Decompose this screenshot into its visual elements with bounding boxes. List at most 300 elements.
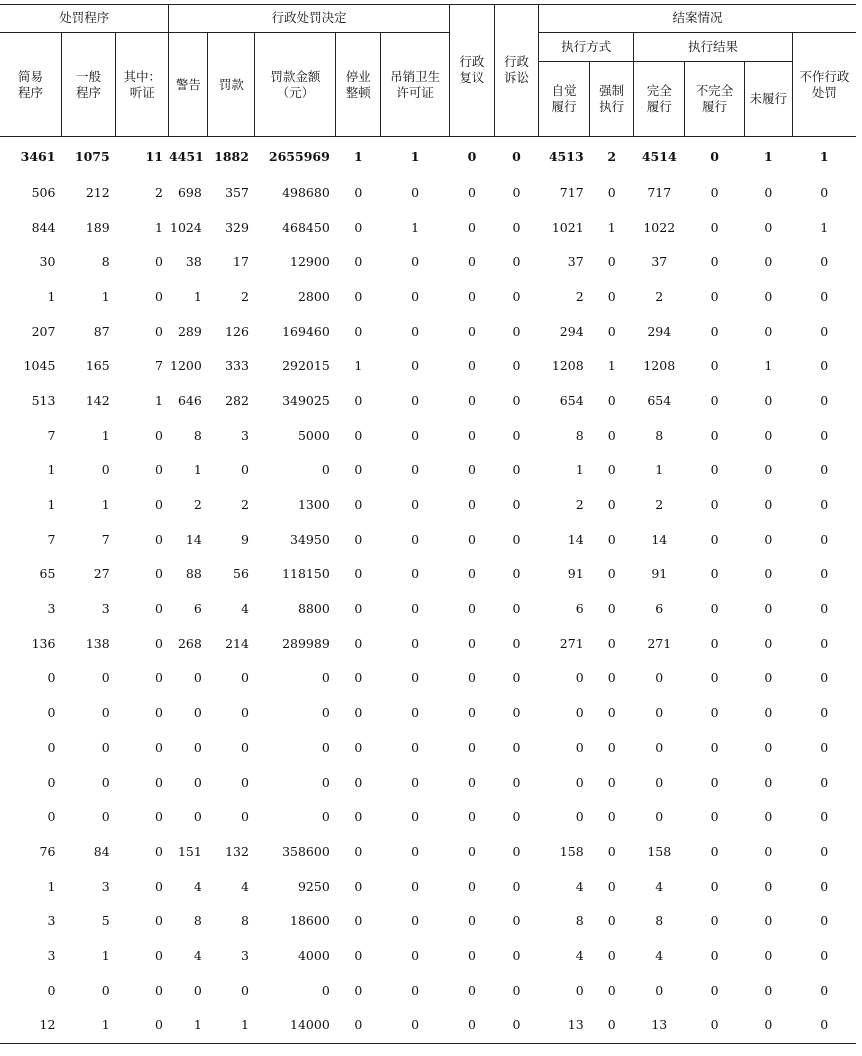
cell-fine-amount: 118150 xyxy=(282,566,330,582)
cell-incomplete: 0 xyxy=(710,219,719,235)
cell-voluntary: 37 xyxy=(567,254,584,270)
cell-not-done: 0 xyxy=(764,497,773,513)
cell-general: 189 xyxy=(85,219,110,235)
cell-voluntary: 158 xyxy=(559,843,584,859)
table-row xyxy=(0,175,856,210)
cell-hearing: 0 xyxy=(154,288,163,304)
cell-suspension: 0 xyxy=(354,288,363,304)
table-row xyxy=(0,626,856,661)
cell-litigation: 0 xyxy=(512,635,521,651)
header-procedure-group: 处罚程序 xyxy=(0,4,169,33)
table-row xyxy=(0,973,856,1008)
cell-forced: 0 xyxy=(607,497,616,513)
header-incomplete-label: 不完全履行 xyxy=(695,83,734,114)
cell-complete: 0 xyxy=(655,705,664,721)
cell-fine-amount: 18600 xyxy=(290,913,330,929)
cell-incomplete: 0 xyxy=(710,427,719,443)
cell-complete: 271 xyxy=(647,635,672,651)
cell-no-penalty: 0 xyxy=(820,254,829,270)
cell-simple: 3 xyxy=(47,913,56,929)
header-general-label: 一般程序 xyxy=(76,68,102,100)
cell-litigation: 0 xyxy=(512,462,521,478)
cell-hearing: 0 xyxy=(154,323,163,339)
table-row-total xyxy=(0,137,856,176)
cell-general: 87 xyxy=(93,323,110,339)
cell-no-penalty: 0 xyxy=(820,427,829,443)
cell-general: 8 xyxy=(101,254,110,270)
cell-simple: 3461 xyxy=(20,148,56,164)
header-revoke xyxy=(381,33,450,137)
cell-suspension: 0 xyxy=(354,392,363,408)
header-voluntary-label: 自觉履行 xyxy=(551,83,577,114)
cell-warning: 8 xyxy=(193,913,202,929)
cell-suspension: 0 xyxy=(354,531,363,547)
cell-fine-amount: 358600 xyxy=(282,843,330,859)
cell-suspension: 1 xyxy=(353,148,363,164)
cell-warning: 88 xyxy=(185,566,202,582)
cell-fine-amount: 0 xyxy=(321,739,330,755)
cell-simple: 12 xyxy=(39,1017,56,1033)
cell-no-penalty: 0 xyxy=(820,774,829,790)
cell-forced: 0 xyxy=(607,254,616,270)
cell-warning: 1 xyxy=(193,1017,202,1033)
cell-forced: 0 xyxy=(607,462,616,478)
cell-complete: 0 xyxy=(655,670,664,686)
cell-hearing: 0 xyxy=(154,878,163,894)
cell-hearing: 11 xyxy=(145,148,163,164)
table-header xyxy=(0,4,856,137)
cell-general: 0 xyxy=(101,774,110,790)
cell-review: 0 xyxy=(467,843,476,859)
cell-not-done: 0 xyxy=(764,982,773,998)
cell-no-penalty: 0 xyxy=(820,878,829,894)
cell-simple: 7 xyxy=(47,531,56,547)
cell-simple: 513 xyxy=(31,392,56,408)
cell-fine: 0 xyxy=(240,982,249,998)
cell-general: 165 xyxy=(85,358,110,374)
cell-incomplete: 0 xyxy=(710,462,719,478)
cell-revoke: 0 xyxy=(411,739,420,755)
cell-not-done: 0 xyxy=(764,809,773,825)
cell-complete: 717 xyxy=(647,184,672,200)
cell-voluntary: 294 xyxy=(559,323,584,339)
cell-fine: 0 xyxy=(240,705,249,721)
cell-litigation: 0 xyxy=(512,878,521,894)
cell-no-penalty: 0 xyxy=(820,913,829,929)
cell-revoke: 0 xyxy=(411,843,420,859)
cell-not-done: 0 xyxy=(764,635,773,651)
cell-hearing: 0 xyxy=(154,670,163,686)
cell-hearing: 1 xyxy=(154,392,163,408)
cell-general: 1 xyxy=(101,497,110,513)
cell-not-done: 0 xyxy=(764,531,773,547)
cell-fine: 333 xyxy=(225,358,249,374)
cell-general: 7 xyxy=(101,531,110,547)
cell-simple: 3 xyxy=(47,947,56,963)
cell-incomplete: 0 xyxy=(710,878,719,894)
cell-simple: 0 xyxy=(47,809,56,825)
cell-suspension: 0 xyxy=(354,913,363,929)
cell-forced: 0 xyxy=(607,670,616,686)
table-row xyxy=(0,522,856,557)
bottom-rule xyxy=(0,1043,856,1044)
cell-revoke: 0 xyxy=(411,531,420,547)
cell-voluntary: 1 xyxy=(575,462,584,478)
cell-simple: 65 xyxy=(39,566,56,582)
cell-forced: 0 xyxy=(607,878,616,894)
cell-hearing: 0 xyxy=(154,497,163,513)
cell-incomplete: 0 xyxy=(710,739,719,755)
table-row xyxy=(0,869,856,904)
cell-revoke: 0 xyxy=(411,635,420,651)
cell-voluntary: 14 xyxy=(567,531,584,547)
cell-litigation: 0 xyxy=(512,670,521,686)
cell-simple: 506 xyxy=(31,184,56,200)
cell-litigation: 0 xyxy=(512,358,521,374)
cell-no-penalty: 0 xyxy=(820,809,829,825)
cell-litigation: 0 xyxy=(512,774,521,790)
cell-forced: 1 xyxy=(607,358,616,374)
cell-review: 0 xyxy=(467,913,476,929)
cell-general: 0 xyxy=(101,462,110,478)
cell-forced: 0 xyxy=(607,1017,616,1033)
cell-litigation: 0 xyxy=(512,497,521,513)
cell-warning: 151 xyxy=(177,843,202,859)
cell-revoke: 0 xyxy=(411,1017,420,1033)
cell-litigation: 0 xyxy=(512,288,521,304)
cell-revoke: 0 xyxy=(411,323,420,339)
cell-litigation: 0 xyxy=(512,982,521,998)
cell-litigation: 0 xyxy=(512,219,521,235)
cell-fine-amount: 468450 xyxy=(282,219,330,235)
cell-complete: 4 xyxy=(655,878,664,894)
cell-warning: 1024 xyxy=(170,219,202,235)
header-suspension xyxy=(336,33,381,137)
cell-hearing: 0 xyxy=(154,254,163,270)
header-review-label: 行政复议 xyxy=(459,54,485,85)
cell-warning: 0 xyxy=(193,670,202,686)
cell-fine-amount: 12900 xyxy=(290,254,330,270)
cell-not-done: 0 xyxy=(764,427,773,443)
cell-simple: 30 xyxy=(39,254,56,270)
cell-complete: 2 xyxy=(655,497,664,513)
cell-general: 1075 xyxy=(74,148,110,164)
cell-not-done: 0 xyxy=(764,913,773,929)
cell-hearing: 0 xyxy=(154,462,163,478)
cell-not-done: 0 xyxy=(764,670,773,686)
cell-warning: 1 xyxy=(193,288,202,304)
cell-revoke: 0 xyxy=(411,670,420,686)
cell-fine-amount: 4000 xyxy=(297,947,330,963)
cell-incomplete: 0 xyxy=(710,843,719,859)
cell-litigation: 0 xyxy=(512,809,521,825)
cell-forced: 0 xyxy=(607,601,616,617)
cell-simple: 0 xyxy=(47,774,56,790)
cell-no-penalty: 0 xyxy=(820,323,829,339)
cell-complete: 158 xyxy=(647,843,672,859)
cell-litigation: 0 xyxy=(512,913,521,929)
cell-fine: 0 xyxy=(240,462,249,478)
cell-revoke: 0 xyxy=(411,392,420,408)
cell-simple: 0 xyxy=(47,670,56,686)
table-row xyxy=(0,487,856,522)
cell-fine: 4 xyxy=(240,601,249,617)
cell-voluntary: 654 xyxy=(559,392,584,408)
cell-warning: 1200 xyxy=(170,358,202,374)
cell-forced: 0 xyxy=(607,705,616,721)
cell-suspension: 0 xyxy=(354,878,363,894)
cell-review: 0 xyxy=(467,947,476,963)
cell-fine: 56 xyxy=(233,566,249,582)
cell-suspension: 0 xyxy=(354,982,363,998)
cell-fine-amount: 0 xyxy=(321,705,330,721)
cell-incomplete: 0 xyxy=(710,1017,719,1033)
cell-no-penalty: 0 xyxy=(820,566,829,582)
cell-forced: 0 xyxy=(607,635,616,651)
cell-revoke: 1 xyxy=(410,148,420,164)
cell-hearing: 0 xyxy=(154,843,163,859)
header-revoke-label: 吊销卫生许可证 xyxy=(390,68,441,100)
cell-no-penalty: 0 xyxy=(820,497,829,513)
cell-complete: 0 xyxy=(655,739,664,755)
cell-warning: 6 xyxy=(193,601,202,617)
cell-litigation: 0 xyxy=(512,843,521,859)
cell-hearing: 0 xyxy=(154,566,163,582)
cell-simple: 0 xyxy=(47,982,56,998)
cell-revoke: 0 xyxy=(411,982,420,998)
cell-simple: 1 xyxy=(47,497,56,513)
cell-voluntary: 0 xyxy=(575,982,584,998)
cell-voluntary: 0 xyxy=(575,739,584,755)
cell-revoke: 0 xyxy=(411,705,420,721)
cell-suspension: 0 xyxy=(354,184,363,200)
cell-warning: 14 xyxy=(185,531,202,547)
cell-fine: 0 xyxy=(240,670,249,686)
cell-suspension: 0 xyxy=(354,254,363,270)
cell-voluntary: 8 xyxy=(575,913,584,929)
cell-review: 0 xyxy=(467,531,476,547)
cell-fine-amount: 289989 xyxy=(282,635,330,651)
cell-warning: 698 xyxy=(177,184,202,200)
cell-warning: 0 xyxy=(193,774,202,790)
cell-warning: 38 xyxy=(185,254,202,270)
header-complete-label: 完全履行 xyxy=(646,83,672,114)
cell-voluntary: 4 xyxy=(575,947,584,963)
cell-general: 1 xyxy=(101,427,110,443)
cell-review: 0 xyxy=(467,254,476,270)
cell-simple: 7 xyxy=(47,427,56,443)
cell-fine-amount: 0 xyxy=(321,774,330,790)
cell-hearing: 2 xyxy=(154,184,163,200)
cell-general: 142 xyxy=(85,392,110,408)
header-forced xyxy=(590,62,634,137)
cell-forced: 0 xyxy=(607,739,616,755)
header-suspension-label: 停业整顿 xyxy=(345,68,371,100)
cell-general: 0 xyxy=(101,670,110,686)
cell-not-done: 0 xyxy=(764,739,773,755)
cell-hearing: 0 xyxy=(154,705,163,721)
cell-forced: 0 xyxy=(607,184,616,200)
cell-complete: 8 xyxy=(655,427,664,443)
table-row xyxy=(0,695,856,730)
cell-simple: 3 xyxy=(47,601,56,617)
cell-forced: 0 xyxy=(607,531,616,547)
cell-not-done: 0 xyxy=(764,462,773,478)
cell-review: 0 xyxy=(467,670,476,686)
cell-warning: 0 xyxy=(193,739,202,755)
cell-complete: 2 xyxy=(655,288,664,304)
cell-not-done: 0 xyxy=(764,601,773,617)
cell-suspension: 0 xyxy=(354,739,363,755)
cell-review: 0 xyxy=(467,566,476,582)
cell-warning: 0 xyxy=(193,982,202,998)
cell-warning: 4 xyxy=(193,947,202,963)
table-row xyxy=(0,348,856,383)
cell-revoke: 0 xyxy=(411,774,420,790)
cell-warning: 646 xyxy=(177,392,202,408)
cell-warning: 289 xyxy=(177,323,202,339)
header-complete xyxy=(634,62,685,137)
cell-general: 84 xyxy=(93,843,110,859)
cell-forced: 0 xyxy=(607,947,616,963)
cell-hearing: 0 xyxy=(154,531,163,547)
cell-review: 0 xyxy=(467,982,476,998)
cell-fine: 0 xyxy=(240,774,249,790)
cell-incomplete: 0 xyxy=(710,774,719,790)
cell-litigation: 0 xyxy=(512,254,521,270)
cell-no-penalty: 0 xyxy=(820,288,829,304)
cell-complete: 0 xyxy=(655,809,664,825)
cell-suspension: 0 xyxy=(354,809,363,825)
cell-voluntary: 1208 xyxy=(551,358,584,374)
cell-warning: 4451 xyxy=(168,148,204,164)
cell-hearing: 0 xyxy=(154,913,163,929)
cell-complete: 6 xyxy=(655,601,664,617)
cell-fine: 132 xyxy=(225,843,249,859)
cell-general: 212 xyxy=(85,184,110,200)
cell-fine-amount: 498680 xyxy=(282,184,330,200)
cell-general: 0 xyxy=(101,705,110,721)
cell-general: 3 xyxy=(101,601,110,617)
cell-warning: 4 xyxy=(193,878,202,894)
cell-hearing: 0 xyxy=(154,739,163,755)
cell-not-done: 0 xyxy=(764,219,773,235)
cell-suspension: 0 xyxy=(354,566,363,582)
cell-incomplete: 0 xyxy=(710,148,719,164)
cell-forced: 2 xyxy=(607,148,617,164)
cell-incomplete: 0 xyxy=(710,566,719,582)
cell-general: 5 xyxy=(101,913,110,929)
cell-simple: 1 xyxy=(47,462,56,478)
cell-fine-amount: 0 xyxy=(321,462,330,478)
cell-complete: 1022 xyxy=(643,219,676,235)
cell-no-penalty: 0 xyxy=(820,462,829,478)
cell-review: 0 xyxy=(467,1017,476,1033)
header-litigation-label: 行政诉讼 xyxy=(503,54,529,85)
cell-review: 0 xyxy=(467,148,477,164)
cell-no-penalty: 0 xyxy=(820,392,829,408)
cell-litigation: 0 xyxy=(512,531,521,547)
cell-complete: 0 xyxy=(655,982,664,998)
cell-fine: 1882 xyxy=(214,148,249,164)
cell-forced: 0 xyxy=(607,392,616,408)
cell-review: 0 xyxy=(467,878,476,894)
cell-fine: 329 xyxy=(225,219,249,235)
cell-voluntary: 13 xyxy=(567,1017,584,1033)
cell-fine: 4 xyxy=(240,878,249,894)
cell-incomplete: 0 xyxy=(710,531,719,547)
cell-no-penalty: 0 xyxy=(820,184,829,200)
cell-hearing: 0 xyxy=(154,635,163,651)
table-row xyxy=(0,1008,856,1043)
header-no-penalty-label: 不作行政处罚 xyxy=(799,68,850,100)
cell-review: 0 xyxy=(467,427,476,443)
cell-voluntary: 0 xyxy=(575,774,584,790)
cell-general: 27 xyxy=(93,566,110,582)
cell-not-done: 1 xyxy=(763,148,773,164)
cell-suspension: 0 xyxy=(354,843,363,859)
header-hearing-label: 其中：听证 xyxy=(123,68,162,100)
cell-warning: 268 xyxy=(177,635,202,651)
cell-incomplete: 0 xyxy=(710,982,719,998)
cell-incomplete: 0 xyxy=(710,947,719,963)
cell-fine-amount: 8800 xyxy=(297,601,330,617)
cell-voluntary: 4513 xyxy=(548,148,584,164)
cell-warning: 0 xyxy=(193,705,202,721)
cell-suspension: 0 xyxy=(354,601,363,617)
cell-litigation: 0 xyxy=(512,323,521,339)
cell-revoke: 0 xyxy=(411,913,420,929)
table-row xyxy=(0,661,856,696)
cell-general: 0 xyxy=(101,982,110,998)
cell-revoke: 0 xyxy=(411,254,420,270)
cell-simple: 76 xyxy=(39,843,56,859)
cell-revoke: 0 xyxy=(411,184,420,200)
cell-forced: 0 xyxy=(607,566,616,582)
cell-voluntary: 717 xyxy=(559,184,584,200)
table-row xyxy=(0,834,856,869)
cell-incomplete: 0 xyxy=(710,288,719,304)
cell-review: 0 xyxy=(467,358,476,374)
cell-no-penalty: 0 xyxy=(820,531,829,547)
cell-suspension: 0 xyxy=(354,1017,363,1033)
cell-revoke: 0 xyxy=(411,427,420,443)
cell-general: 0 xyxy=(101,809,110,825)
cell-simple: 207 xyxy=(31,323,56,339)
table-row xyxy=(0,210,856,245)
header-decision-group: 行政处罚决定 xyxy=(169,4,449,33)
header-no-penalty xyxy=(792,33,856,137)
cell-fine-amount: 1300 xyxy=(297,497,330,513)
cell-fine: 282 xyxy=(225,392,249,408)
cell-voluntary: 0 xyxy=(575,809,584,825)
cell-no-penalty: 0 xyxy=(820,670,829,686)
cell-hearing: 0 xyxy=(154,982,163,998)
header-incomplete xyxy=(685,62,744,137)
header-fine-amount xyxy=(255,33,336,137)
cell-fine-amount: 0 xyxy=(321,809,330,825)
cell-warning: 2 xyxy=(193,497,202,513)
cell-fine-amount: 9250 xyxy=(297,878,330,894)
cell-not-done: 0 xyxy=(764,254,773,270)
cell-complete: 4514 xyxy=(641,148,677,164)
cell-voluntary: 4 xyxy=(575,878,584,894)
cell-no-penalty: 1 xyxy=(820,219,829,235)
cell-simple: 844 xyxy=(31,219,56,235)
cell-general: 1 xyxy=(101,947,110,963)
table-row xyxy=(0,938,856,973)
cell-fine-amount: 0 xyxy=(321,982,330,998)
